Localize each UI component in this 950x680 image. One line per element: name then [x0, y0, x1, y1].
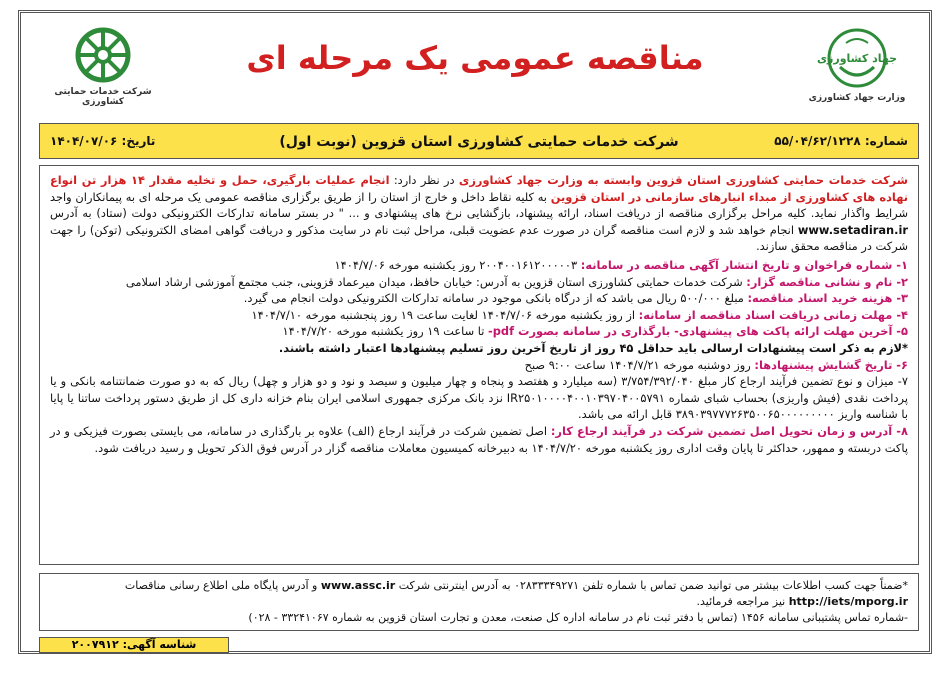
tender-item-text: شرکت خدمات حمایتی کشاورزی استان قزوین به آدرس: خیابان حافظ، میدان میرعماد قزوینی، جنب مجتمع آموزشی ارشاد اسلامی [125, 274, 743, 289]
assc-link[interactable]: www.assc.ir [320, 579, 396, 592]
tender-note-text: *لازم به ذکر است پیشنهادات ارسالی باید حداقل ۴۵ روز از تاریخ آخرین روز تسلیم پیشنهادها اعتبار داشته باشند. [278, 340, 908, 355]
intro-end: انجام خواهد شد و لازم است مناقصه گران در صورت عدم عضویت قبلی، مراحل ثبت نام در سایت مذکور و دریافت گواهی امضای الکترونیکی (توکن) را جهت شرکت در مناقصه محقق سازند. [50, 222, 908, 254]
advertisement-frame [18, 10, 932, 654]
setad-link[interactable]: www.setadiran.ir [797, 222, 909, 237]
contact-footer [39, 573, 919, 631]
tender-item [50, 423, 908, 456]
tender-item-text: اصل تضمین شرکت در فرآیند ارجاع (الف) علاوه بر بارگذاری در سامانه، می بایستی بصورت فیزیکی و در پاکت دربسته و ممهور، حداکثر تا پایان وقت اداری روز یکشنبه مورخه ۱۴۰۴/۷/۲۰ به دبیرخانه کمیسیون معاملات مناقصه گزار در آدرس فوق الذکر تحویل و رسید دریافت شود. [50, 423, 908, 455]
wheel-logo-icon [75, 27, 131, 83]
page-title: مناقصه عمومی یک مرحله ای [246, 39, 704, 77]
ad-date-value: ۱۴۰۴/۰۷/۰۶ [50, 134, 118, 148]
tender-item [50, 257, 908, 274]
intro-paragraph [50, 172, 908, 255]
tender-item [50, 357, 908, 374]
tender-item [50, 373, 908, 423]
intro-subject: انجام عملیات بارگیری، حمل و تخلیه مقدار ۱۴ هزار تن انواع نهاده های کشاورزی از مبداء انبارهای سازمانی در استان قزوین [50, 173, 908, 204]
info-bar [39, 123, 919, 159]
company-name: شرکت خدمات حمایتی کشاورزی استان قزوین (نوبت اول) [279, 134, 679, 150]
tender-item [50, 274, 908, 291]
tender-item-text: روز دوشنبه مورخه ۱۴۰۴/۷/۲۱ ساعت ۹:۰۰ صبح [524, 357, 751, 372]
ad-id-label: شناسه آگهی: [122, 638, 197, 651]
ad-date [50, 134, 155, 148]
intro-company: شرکت خدمات حمایتی کشاورزی استان قزوین وابسته به وزارت جهاد کشاورزی [458, 173, 908, 187]
ministry-logo [797, 27, 917, 117]
tender-item-label: ۵- آخرین مهلت ارائه پاکت های پیشنهادی- بارگذاری در سامانه بصورت pdf- [488, 324, 908, 339]
tender-item-text: از روز یکشنبه مورخه ۱۴۰۴/۷/۰۶ لغایت ساعت ۱۹ روز پنجشنبه مورخه ۱۴۰۴/۷/۱۰ [251, 307, 636, 322]
contact-line-1 [50, 578, 908, 610]
header [21, 13, 929, 119]
tender-item-label: ۱- شماره فراخوان و تاریخ انتشار آگهی مناقصه در سامانه: [580, 257, 908, 272]
contact-line-2: -شماره تماس پشتیبانی سامانه ۱۴۵۶ (تماس با دفتر ثبت نام در سامانه اداره کل صنعت، معدن و تجارت استان قزوین به شماره ۳۳۲۴۱۰۶۷ - ۰۲۸) [248, 611, 908, 624]
ministry-emblem-icon [816, 27, 898, 89]
ad-number-label: شماره: [864, 134, 908, 148]
ministry-logo-text: جهاد کشاورزی [816, 52, 898, 65]
tender-item-text: ۲۰۰۴۰۰۱۶۱۲۰۰۰۰۰۳ روز یکشنبه مورخه ۱۴۰۴/۷/۰۶ [334, 257, 578, 272]
contact-line-1-a: *ضمناً جهت کسب اطلاعات بیشتر می توانید ضمن تماس با شماره تلفن ۰۲۸۳۳۳۴۹۲۷۱ به آدرس اینترنتی شرکت [398, 579, 908, 592]
intro-rest: به کلیه نقاط داخل و خارج از استان را از طریق برگزاری مناقصه عمومی یک مرحله ای به پیمانکاران واجد شرایط واگذار نماید. کلیه مراحل برگزاری مناقصه از دریافت اسناد، ارائه پیشنهاد، بازگشایی نرخ های پیشنهادی و ... " در بستر سامانه تدارکات الکترونیکی دولت (ستاد) به آدرس [50, 189, 908, 221]
tender-details [39, 165, 919, 565]
company-logo-caption: شرکت خدمات حمایتی کشاورزی [54, 87, 152, 107]
ad-id-value: ۲۰۰۷۹۱۲ [71, 638, 119, 651]
tender-item-text: مبلغ ۵۰۰/۰۰۰ ریال می باشد که از درگاه بانکی موجود در سامانه تدارکات الکترونیکی دولت انجام می گیرد. [243, 291, 744, 306]
ad-number-value: ۵۵/۰۴/۶۲/۱۲۲۸ [774, 134, 861, 148]
tender-item-label: ۳- هزینه خرید اسناد مناقصه: [747, 291, 908, 306]
tender-item-label: ۲- نام و نشانی مناقصه گزار: [746, 274, 908, 289]
tender-item [50, 323, 908, 340]
ad-date-label: تاریخ: [121, 134, 156, 148]
company-logo [43, 27, 163, 117]
intro-mid: در نظر دارد: [393, 173, 455, 187]
ad-id-badge [39, 637, 229, 653]
contact-line-1-c: نیز مراجعه فرمائید. [696, 595, 786, 608]
tender-item-text: ۷- میزان و نوع تضمین فرآیند ارجاع کار مبلغ ۳/۷۵۴/۳۹۲/۰۴۰ (سه میلیارد و هفتصد و پنجاه و چهار میلیون و سیصد و نود و دو هزار و چهل) ریال که به دو صورت ضمانتنامه بانکی و یا پرداخت نقدی (فیش واریزی) بحساب شبای شماره IR۲۵۰۱۰۰۰۰۴۰۰۱۰۳۹۷۰۴۰۰۵۷۹۱ نزد بانک مرکزی جمهوری اسلامی ایران بنام خزانه داری کل از طریق دستور پرداخت ساتنا یا پایا با شناسه واریز ۳۸۹۰۳۹۷۷۷۲۶۳۵۰۰۶۵۰۰۰۰۰۰۰۰۰ قابل ارائه می باشد. [50, 374, 908, 422]
ministry-logo-caption: وزارت جهاد کشاورزی [808, 93, 906, 103]
tender-item [50, 307, 908, 324]
tender-item-text: تا ساعت ۱۹ روز یکشنبه مورخه ۱۴۰۴/۷/۲۰ [282, 324, 485, 339]
tender-item-label: ۶- تاریخ گشایش پیشنهادها: [754, 357, 908, 372]
tender-item [50, 290, 908, 307]
tender-note [50, 340, 908, 357]
contact-line-1-b: و آدرس پایگاه ملی اطلاع رسانی مناقصات [124, 579, 318, 592]
tender-item-label: ۴- مهلت زمانی دریافت اسناد مناقصه از سامانه: [638, 307, 908, 322]
iets-link[interactable]: http://iets/mporg.ir [788, 595, 908, 608]
tender-item-label: ۸- آدرس و زمان تحویل اصل تضمین شرکت در فرآیند ارجاع کار: [550, 423, 908, 438]
